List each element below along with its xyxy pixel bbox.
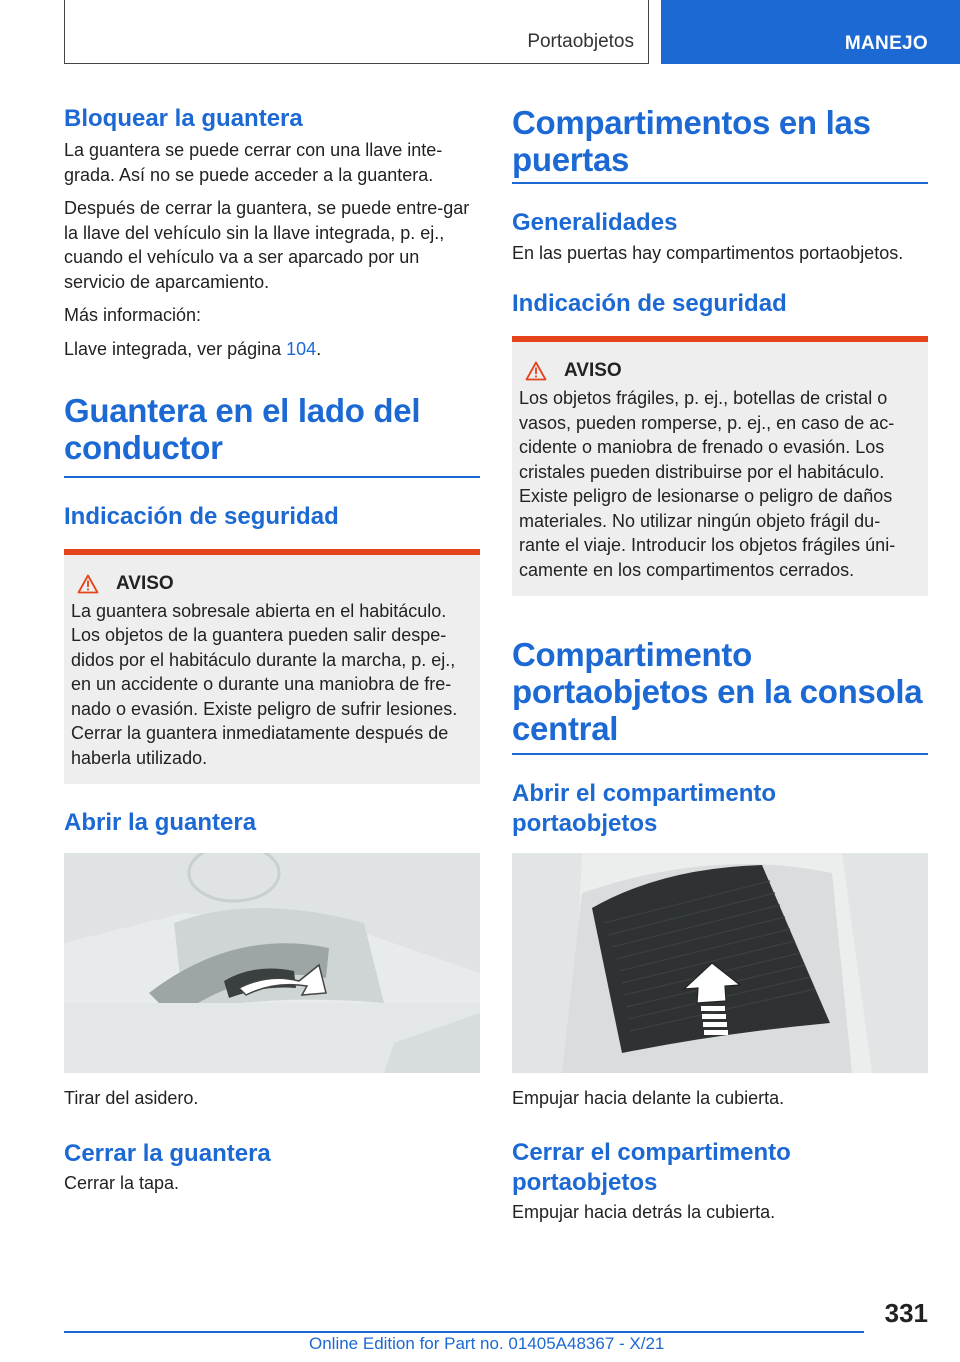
warning-triangle-icon bbox=[77, 574, 99, 594]
close-compartment-heading: Cerrar el compartimento portaobjetos bbox=[512, 1139, 791, 1196]
cross-reference-end: . bbox=[316, 338, 322, 359]
close-glovebox-text: Cerrar la tapa. bbox=[64, 1172, 180, 1193]
center-console-title: Compartimento portaobjetos en la consola central bbox=[512, 636, 923, 747]
general-heading: Generalidades bbox=[512, 208, 678, 236]
warning-label: AVISO bbox=[564, 360, 622, 381]
header-title: Portaobjetos bbox=[527, 31, 634, 52]
warning-header bbox=[71, 573, 473, 595]
footer-rule bbox=[64, 1331, 864, 1333]
door-compartments-title: Compartimentos en las puertas bbox=[512, 104, 871, 178]
right-warning-box bbox=[512, 336, 928, 596]
warning-triangle-icon bbox=[525, 361, 547, 381]
cross-reference-text: Llave integrada, ver página bbox=[64, 338, 287, 359]
title-rule bbox=[512, 753, 928, 755]
console-cover-illustration bbox=[512, 853, 928, 1073]
open-compartment-heading: Abrir el compartimento portaobjetos bbox=[512, 779, 777, 837]
open-glovebox-heading: Abrir la guantera bbox=[64, 809, 257, 836]
console-illustration-svg bbox=[512, 853, 928, 1073]
title-rule bbox=[512, 182, 928, 184]
glovebox-handle-illustration bbox=[64, 853, 480, 1073]
glovebox-illustration-svg bbox=[64, 853, 480, 1073]
warning-text: Los objetos frágiles, p. ej., botellas de cristal o vasos, pueden romperse, p. ej., en caso de ac-cidente o maniobra de frenado o evasión. Los cristales pueden distribuirse por el habitáculo. Existe peligro de lesionarse o peligro de daños materiales. No utilizar ningún objeto frágil du-rante el viaje. Introducir los objetos frágiles úni-camente en los compartimentos cerrados. bbox=[519, 388, 896, 580]
open-glovebox-caption: Tirar del asidero. bbox=[64, 1088, 199, 1108]
footer-edition: Online Edition for Part no. 01405A48367 - X/21 bbox=[309, 1334, 665, 1353]
page-number: 331 bbox=[884, 1298, 928, 1328]
page-link-104[interactable]: 104 bbox=[286, 338, 317, 359]
title-rule bbox=[64, 476, 480, 478]
lock-paragraph-2: Después de cerrar la guantera, se puede entre-gar la llave del vehículo sin la llave integrada, p. ej., cuando el vehículo va a ser aparcado por un servicio de aparcamiento. bbox=[64, 198, 470, 292]
left-warning-box bbox=[64, 549, 480, 785]
cross-reference bbox=[64, 337, 480, 362]
open-compartment-caption: Empujar hacia delante la cubierta. bbox=[512, 1087, 785, 1108]
header-title-box bbox=[64, 0, 649, 64]
close-compartment-text: Empujar hacia detrás la cubierta. bbox=[512, 1202, 776, 1222]
left-safety-heading: Indicación de seguridad bbox=[64, 502, 339, 530]
right-column bbox=[512, 104, 928, 1225]
warning-header bbox=[519, 360, 921, 382]
driver-glovebox-title: Guantera en el lado del conductor bbox=[64, 392, 421, 466]
general-text: En las puertas hay compartimentos portaobjetos. bbox=[512, 242, 904, 263]
close-glovebox-heading: Cerrar la guantera bbox=[64, 1139, 271, 1167]
section-label: MANEJO bbox=[844, 33, 928, 54]
lock-glovebox-heading: Bloquear la guantera bbox=[64, 105, 303, 132]
warning-text: La guantera sobresale abierta en el habitáculo. Los objetos de la guantera pueden salir despe-didos por el habitáculo durante la marcha, p. ej., en un accidente o durante una maniobra de fre-nado o evasión. Existe peligro de sufrir lesiones. Cerrar la guantera inmediatamente después de haberla utilizado. bbox=[71, 600, 458, 768]
warning-label: AVISO bbox=[116, 572, 174, 594]
lock-paragraph-1: La guantera se puede cerrar con una llave inte-grada. Así no se puede acceder a la guantera. bbox=[64, 140, 443, 185]
more-info-label: Más información: bbox=[64, 305, 202, 325]
left-column bbox=[64, 104, 480, 1195]
header-section-tab bbox=[661, 0, 960, 64]
right-safety-heading: Indicación de seguridad bbox=[512, 290, 787, 317]
